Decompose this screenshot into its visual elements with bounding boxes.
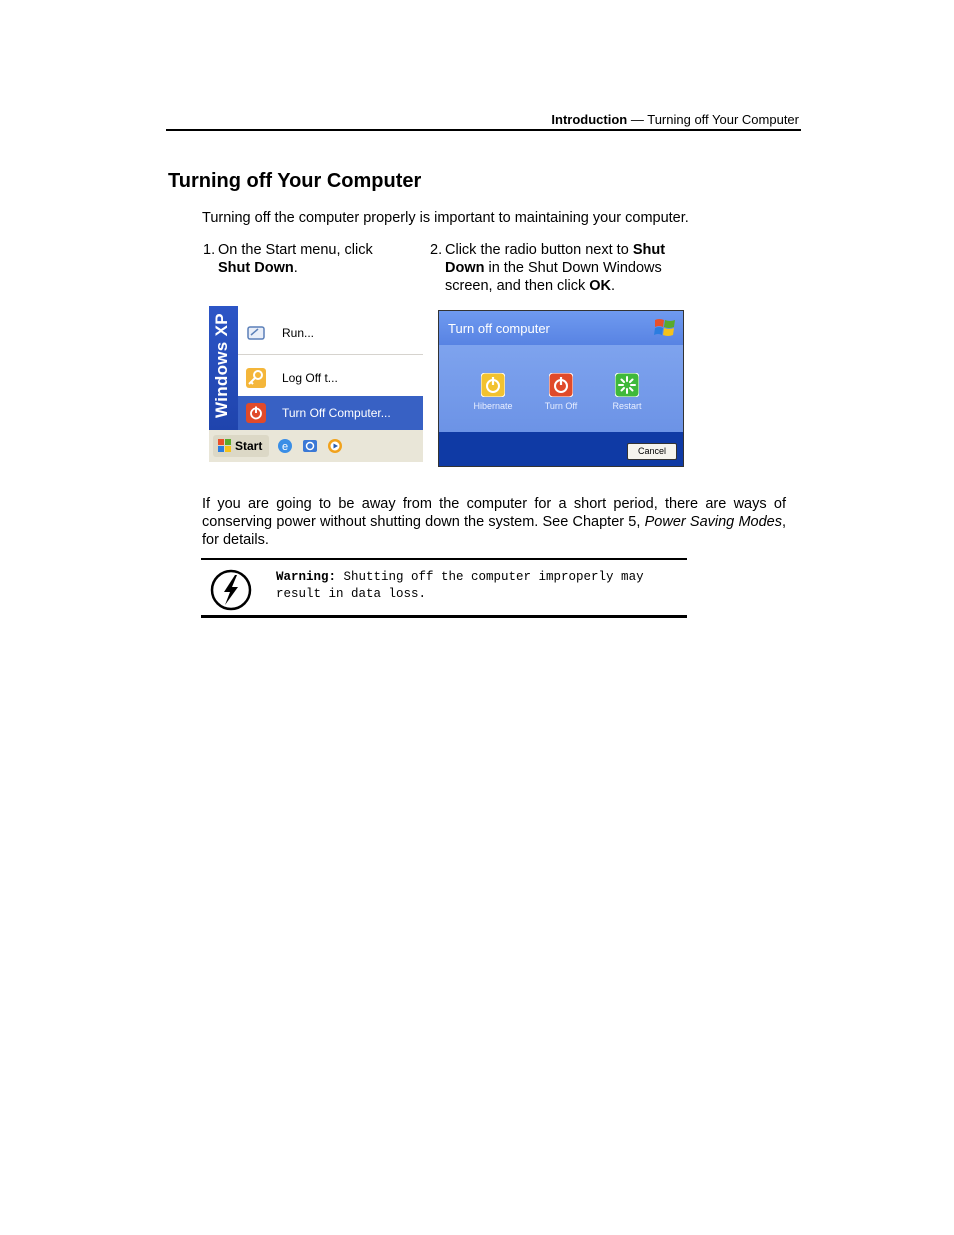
windows-xp-banner: [209, 306, 238, 430]
restart-option[interactable]: [597, 373, 657, 411]
run-icon: [245, 323, 267, 343]
dialog-footer: [439, 432, 683, 466]
menu-item-run[interactable]: [238, 316, 423, 355]
running-head-separator: —: [627, 112, 648, 127]
start-menu: [238, 306, 423, 430]
restart-icon: [615, 373, 639, 397]
menu-item-label: Run...: [282, 326, 315, 340]
dialog-body: [439, 345, 683, 432]
step-bold: Shut Down: [218, 260, 294, 276]
turn-off-option[interactable]: [531, 373, 591, 411]
power-icon: [245, 403, 267, 423]
hibernate-option[interactable]: [463, 373, 523, 411]
dialog-title: Turn off computer: [448, 321, 550, 336]
header-rule: [166, 129, 801, 131]
step-text: On the Start menu, click: [218, 242, 373, 258]
paragraph-text-end: , for details.: [202, 514, 786, 548]
option-label: Restart: [612, 401, 642, 411]
internet-explorer-icon[interactable]: [277, 438, 293, 454]
step-bold-ok: OK: [589, 278, 612, 294]
taskbar: [209, 430, 423, 462]
media-player-icon[interactable]: [327, 438, 343, 454]
step-text: Click the radio button next to: [445, 242, 633, 258]
step-text-end: .: [293, 260, 298, 276]
step-text-end: .: [611, 278, 616, 294]
option-label: Turn Off: [544, 401, 578, 411]
menu-item-turn-off[interactable]: [238, 396, 423, 430]
warning-bottom-rule: [201, 615, 687, 618]
dialog-title-bar: [439, 311, 683, 345]
start-menu-screenshot: [209, 306, 423, 462]
warning-top-rule: [201, 558, 687, 560]
step-1: [203, 241, 403, 277]
windows-logo-icon: [653, 316, 677, 340]
step-bold: Shut Down: [445, 242, 666, 276]
turn-off-dialog-screenshot: [438, 310, 684, 467]
key-icon: [245, 368, 267, 388]
windows-flag-icon: [218, 439, 232, 453]
lightning-warning-icon: [210, 569, 252, 611]
warning-text: [276, 569, 676, 603]
step-2: [430, 241, 690, 295]
start-button[interactable]: [213, 435, 269, 457]
option-label: Hibernate: [473, 401, 513, 411]
menu-item-log-off[interactable]: [238, 361, 423, 395]
warning-message: Shutting off the computer improperly may result in data loss.: [276, 570, 644, 601]
cancel-button[interactable]: Cancel: [627, 443, 677, 460]
running-head-section: Introduction: [551, 112, 628, 127]
power-saving-paragraph: [202, 495, 786, 549]
step-number: 2.: [430, 242, 443, 258]
running-head: [551, 112, 799, 128]
windows-xp-brand: Windows XP: [212, 313, 231, 418]
outlook-express-icon[interactable]: [302, 438, 318, 454]
hibernate-icon: [481, 373, 505, 397]
menu-item-label: Turn Off Computer...: [282, 406, 391, 420]
step-text-mid: in the Shut Down Windows screen, and then click: [445, 260, 662, 294]
page-title: Turning off Your Computer: [168, 170, 422, 192]
menu-item-label: Log Off t...: [282, 371, 338, 385]
paragraph-text: If you are going to be away from the computer for a short period, there are ways of conserving power without shutting down the system. See Chapter 5,: [202, 496, 786, 530]
step-number: 1.: [203, 242, 216, 258]
warning-label: Warning:: [276, 570, 337, 584]
running-head-topic: Turning off Your Computer: [647, 112, 799, 127]
power-icon: [549, 373, 573, 397]
chapter-reference: Power Saving Modes: [644, 514, 782, 530]
intro-text: Turning off the computer properly is important to maintaining your computer.: [202, 210, 689, 226]
start-label: Start: [235, 439, 263, 453]
svg-text:e: e: [281, 441, 289, 453]
